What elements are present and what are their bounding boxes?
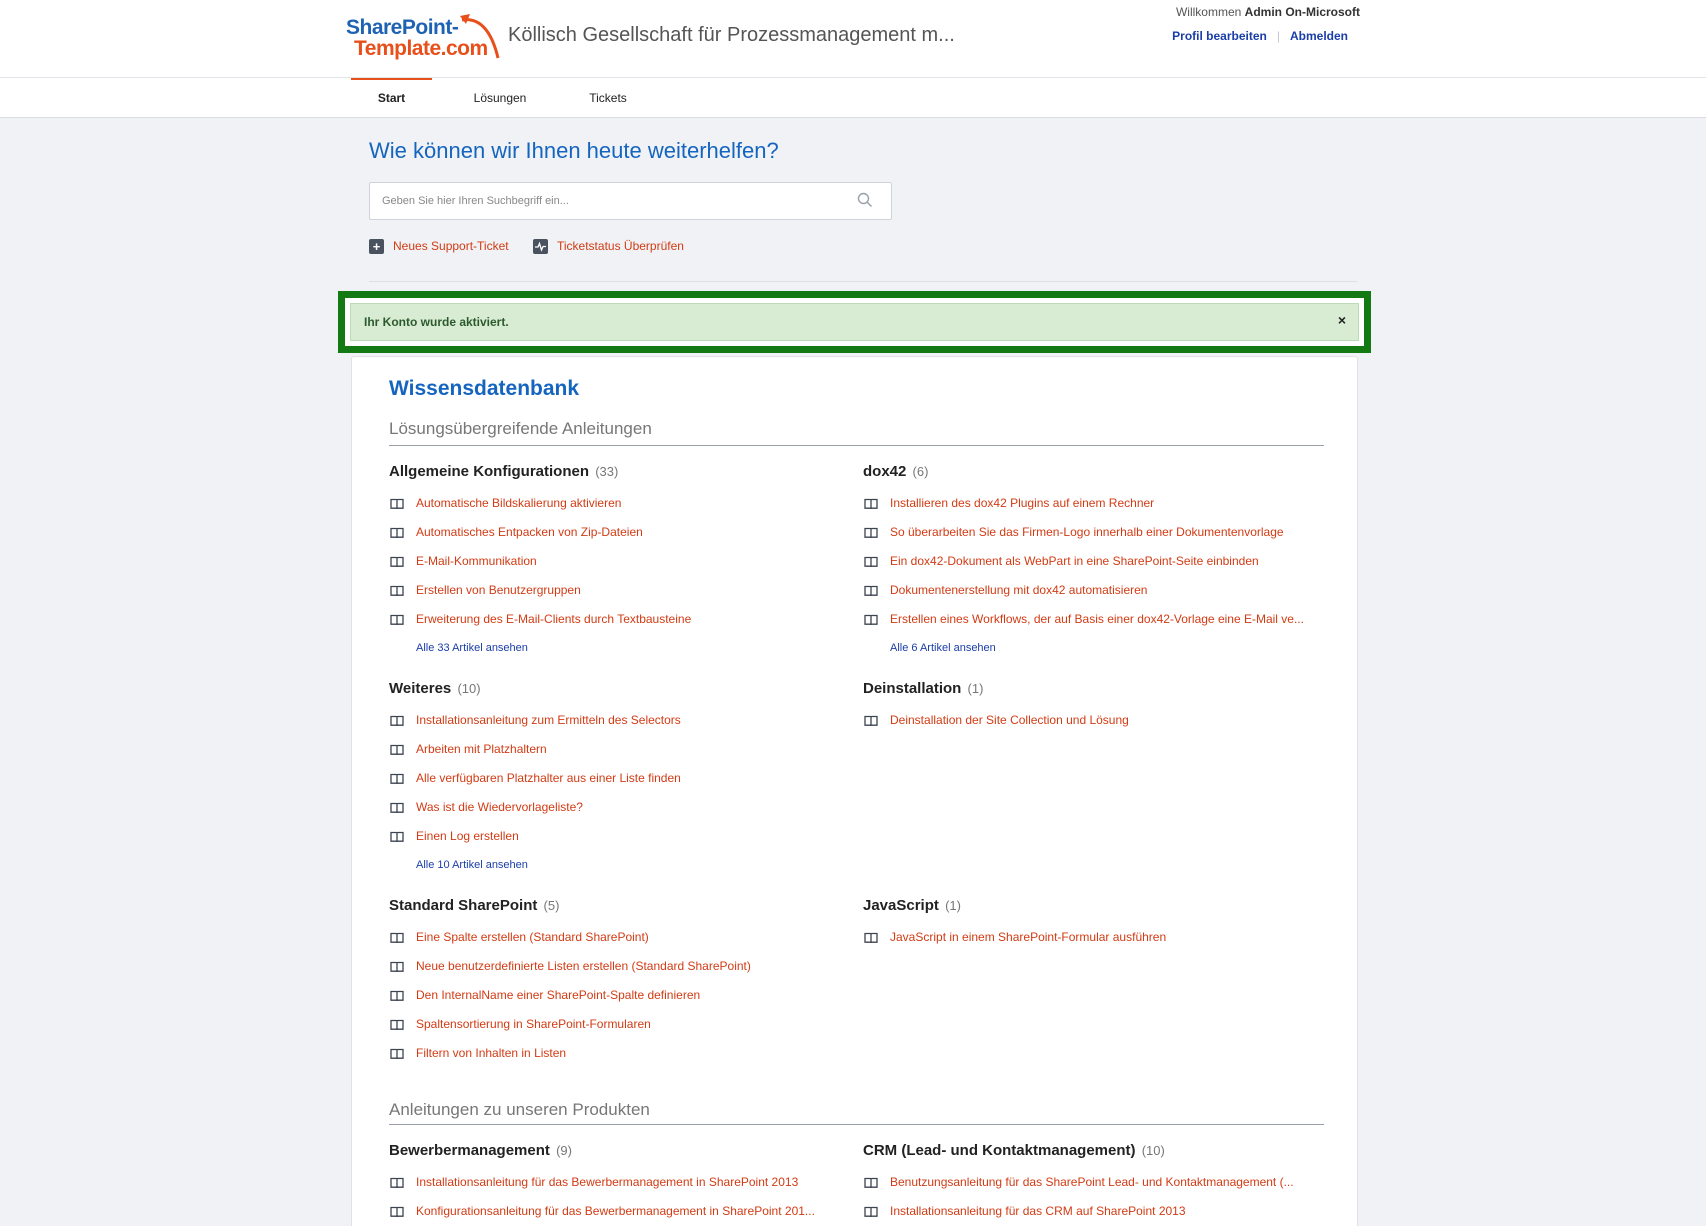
article-item xyxy=(389,1172,839,1192)
book-icon xyxy=(390,743,404,761)
book-icon xyxy=(390,714,404,732)
book-icon xyxy=(864,931,878,949)
article-count: (33) xyxy=(595,464,619,479)
search-box[interactable] xyxy=(369,182,892,220)
article-item xyxy=(389,609,839,629)
book-icon xyxy=(390,801,404,819)
view-all-articles-link[interactable]: Alle 10 Artikel ansehen xyxy=(416,859,528,871)
article-count: (1) xyxy=(945,898,961,913)
tab-start[interactable]: Start xyxy=(351,78,432,118)
article-item xyxy=(389,797,839,817)
article-item xyxy=(389,956,839,976)
article-link[interactable]: Konfigurationsanleitung für das Bewerbermanagement in SharePoint 201... xyxy=(416,1204,815,1218)
section-divider xyxy=(389,1124,1324,1125)
book-icon xyxy=(390,1176,404,1194)
book-icon xyxy=(390,1047,404,1065)
category-name[interactable]: Weiteres xyxy=(389,680,452,697)
article-link[interactable]: JavaScript in einem SharePoint-Formular ausführen xyxy=(890,930,1167,944)
plus-square-icon: + xyxy=(369,239,384,254)
book-icon xyxy=(390,931,404,949)
category-heading[interactable] xyxy=(389,897,559,914)
book-icon xyxy=(864,555,878,573)
article-link[interactable]: Was ist die Wiedervorlageliste? xyxy=(416,800,583,814)
book-icon xyxy=(390,830,404,848)
book-icon xyxy=(864,1176,878,1194)
section-divider xyxy=(389,445,1324,446)
category-heading[interactable] xyxy=(863,897,961,914)
welcome-prefix: Willkommen xyxy=(1175,5,1242,19)
book-icon xyxy=(864,497,878,515)
article-link[interactable]: Erstellen von Benutzergruppen xyxy=(416,583,581,597)
article-link[interactable]: So überarbeiten Sie das Firmen-Logo innerhalb einer Dokumentenvorlage xyxy=(890,525,1284,539)
category-heading[interactable] xyxy=(389,1142,572,1159)
edit-profile-link[interactable]: Profil bearbeiten xyxy=(1172,29,1267,43)
book-icon xyxy=(390,1205,404,1223)
article-link[interactable]: Erweiterung des E-Mail-Clients durch Textbausteine xyxy=(416,612,692,626)
article-link[interactable]: Filtern von Inhalten in Listen xyxy=(416,1046,567,1060)
book-icon xyxy=(390,526,404,544)
article-count: (5) xyxy=(543,898,560,913)
article-link[interactable]: Installationsanleitung für das CRM auf SharePoint 2013 xyxy=(890,1204,1186,1218)
category-heading[interactable] xyxy=(389,680,481,697)
article-count: (6) xyxy=(912,464,929,479)
sharepoint-template-logo[interactable] xyxy=(346,16,502,62)
kb-title: Wissensdatenbank xyxy=(389,377,580,400)
article-link[interactable]: Automatische Bildskalierung aktivieren xyxy=(416,496,622,510)
new-ticket-label: Neues Support-Ticket xyxy=(393,239,509,253)
book-icon xyxy=(864,584,878,602)
category-name[interactable]: JavaScript xyxy=(863,897,939,914)
article-item xyxy=(389,710,839,730)
article-count: (1) xyxy=(967,681,984,696)
article-link[interactable]: Benutzungsanleitung für das SharePoint Lead- und Kontaktmanagement (... xyxy=(890,1175,1294,1189)
article-link[interactable]: Ein dox42-Dokument als WebPart in eine SharePoint-Seite einbinden xyxy=(890,554,1259,568)
article-link[interactable]: Alle verfügbaren Platzhalter aus einer Liste finden xyxy=(416,771,681,785)
search-input[interactable] xyxy=(382,191,842,211)
article-link[interactable]: Automatisches Entpacken von Zip-Dateien xyxy=(416,525,643,539)
logo-text-line2: Template.com xyxy=(354,37,488,60)
article-item xyxy=(389,985,839,1005)
book-icon xyxy=(390,613,404,631)
article-link[interactable]: Erstellen eines Workflows, der auf Basis einer dox42-Vorlage eine E-Mail ve... xyxy=(890,612,1304,626)
article-item xyxy=(389,826,839,846)
article-item xyxy=(863,1172,1313,1192)
article-link[interactable]: Installationsanleitung für das Bewerbermanagement in SharePoint 2013 xyxy=(416,1175,799,1189)
book-icon xyxy=(390,497,404,515)
new-ticket-link[interactable] xyxy=(369,238,519,256)
category-heading[interactable] xyxy=(863,1142,1165,1159)
article-item xyxy=(863,710,1313,730)
alert-message: Ihr Konto wurde aktiviert. xyxy=(364,315,509,329)
main-nav xyxy=(0,78,1706,118)
article-link[interactable]: Deinstallation der Site Collection und Lösung xyxy=(890,713,1129,727)
category-name[interactable]: Standard SharePoint xyxy=(389,897,538,914)
article-item xyxy=(389,1014,839,1034)
article-item xyxy=(389,927,839,947)
success-alert xyxy=(350,303,1359,341)
book-icon xyxy=(390,772,404,790)
article-item xyxy=(863,551,1313,571)
article-item xyxy=(863,580,1313,600)
tab-tickets[interactable]: Tickets xyxy=(589,91,627,105)
close-icon[interactable]: × xyxy=(1337,312,1346,328)
article-item xyxy=(863,493,1313,513)
article-item xyxy=(389,739,839,759)
book-icon xyxy=(390,584,404,602)
book-icon xyxy=(864,526,878,544)
welcome-text xyxy=(1176,5,1360,19)
article-item xyxy=(863,1201,1313,1221)
logo-arrow-icon xyxy=(458,12,506,64)
article-link[interactable]: Arbeiten mit Platzhaltern xyxy=(416,742,547,756)
activity-icon xyxy=(533,239,548,254)
article-item xyxy=(389,768,839,788)
section-title: Lösungsübergreifende Anleitungen xyxy=(389,419,652,438)
book-icon xyxy=(864,1205,878,1223)
article-item xyxy=(863,927,1313,947)
book-icon xyxy=(864,714,878,732)
top-header xyxy=(0,0,1706,78)
article-link[interactable]: Dokumentenerstellung mit dox42 automatisieren xyxy=(890,583,1148,597)
view-all-articles-link[interactable]: Alle 33 Artikel ansehen xyxy=(416,642,528,654)
article-item xyxy=(389,551,839,571)
category-heading[interactable] xyxy=(389,463,618,480)
article-item xyxy=(389,493,839,513)
article-link[interactable]: Den InternalName einer SharePoint-Spalte definieren xyxy=(416,988,701,1002)
category-name[interactable]: CRM (Lead- und Kontaktmanagement) xyxy=(863,1142,1136,1159)
article-count: (9) xyxy=(556,1143,572,1158)
ticket-status-link[interactable] xyxy=(533,238,693,256)
article-link[interactable]: Installieren des dox42 Plugins auf einem Rechner xyxy=(890,496,1155,510)
category-name[interactable]: Deinstallation xyxy=(863,680,962,697)
view-all-articles-link[interactable]: Alle 6 Artikel ansehen xyxy=(890,642,996,654)
hero-divider xyxy=(369,281,1357,282)
user-name: Admin On-Microsoft xyxy=(1244,5,1360,19)
category-name[interactable]: Allgemeine Konfigurationen xyxy=(389,463,590,480)
book-icon xyxy=(390,989,404,1007)
article-count: (10) xyxy=(1141,1143,1165,1158)
category-name[interactable]: Bewerbermanagement xyxy=(389,1142,550,1159)
category-heading[interactable] xyxy=(863,680,983,697)
article-item xyxy=(389,522,839,542)
article-link[interactable]: Einen Log erstellen xyxy=(416,829,519,843)
article-item xyxy=(389,1201,839,1221)
article-item xyxy=(863,609,1313,629)
link-separator: | xyxy=(1276,29,1280,43)
category-heading[interactable] xyxy=(863,463,928,480)
book-icon xyxy=(864,613,878,631)
article-item xyxy=(389,580,839,600)
article-link[interactable]: E-Mail-Kommunikation xyxy=(416,554,537,568)
search-icon[interactable] xyxy=(857,192,873,208)
article-link[interactable]: Eine Spalte erstellen (Standard SharePoint) xyxy=(416,930,649,944)
article-link[interactable]: Installationsanleitung zum Ermitteln des Selectors xyxy=(416,713,681,727)
book-icon xyxy=(390,960,404,978)
tab-loesungen[interactable]: Lösungen xyxy=(473,91,527,105)
article-link[interactable]: Spaltensortierung in SharePoint-Formularen xyxy=(416,1017,651,1031)
book-icon xyxy=(390,555,404,573)
article-link[interactable]: Neue benutzerdefinierte Listen erstellen (Standard SharePoint) xyxy=(416,959,751,973)
section-title: Anleitungen zu unseren Produkten xyxy=(389,1100,650,1119)
article-count: (10) xyxy=(457,681,481,696)
sign-out-link[interactable]: Abmelden xyxy=(1289,29,1348,43)
ticket-status-label: Ticketstatus Überprüfen xyxy=(557,239,684,253)
site-name: Köllisch Gesellschaft für Prozessmanagement m... xyxy=(508,24,955,46)
page-title: Wie können wir Ihnen heute weiterhelfen? xyxy=(369,138,779,163)
knowledge-base-card xyxy=(351,356,1358,1226)
alert-highlight-frame xyxy=(338,291,1371,353)
article-item xyxy=(389,1043,839,1063)
article-item xyxy=(863,522,1313,542)
category-name[interactable]: dox42 xyxy=(863,463,907,480)
book-icon xyxy=(390,1018,404,1036)
logo-text-line1: SharePoint- xyxy=(346,16,459,39)
profile-links xyxy=(1172,29,1348,43)
